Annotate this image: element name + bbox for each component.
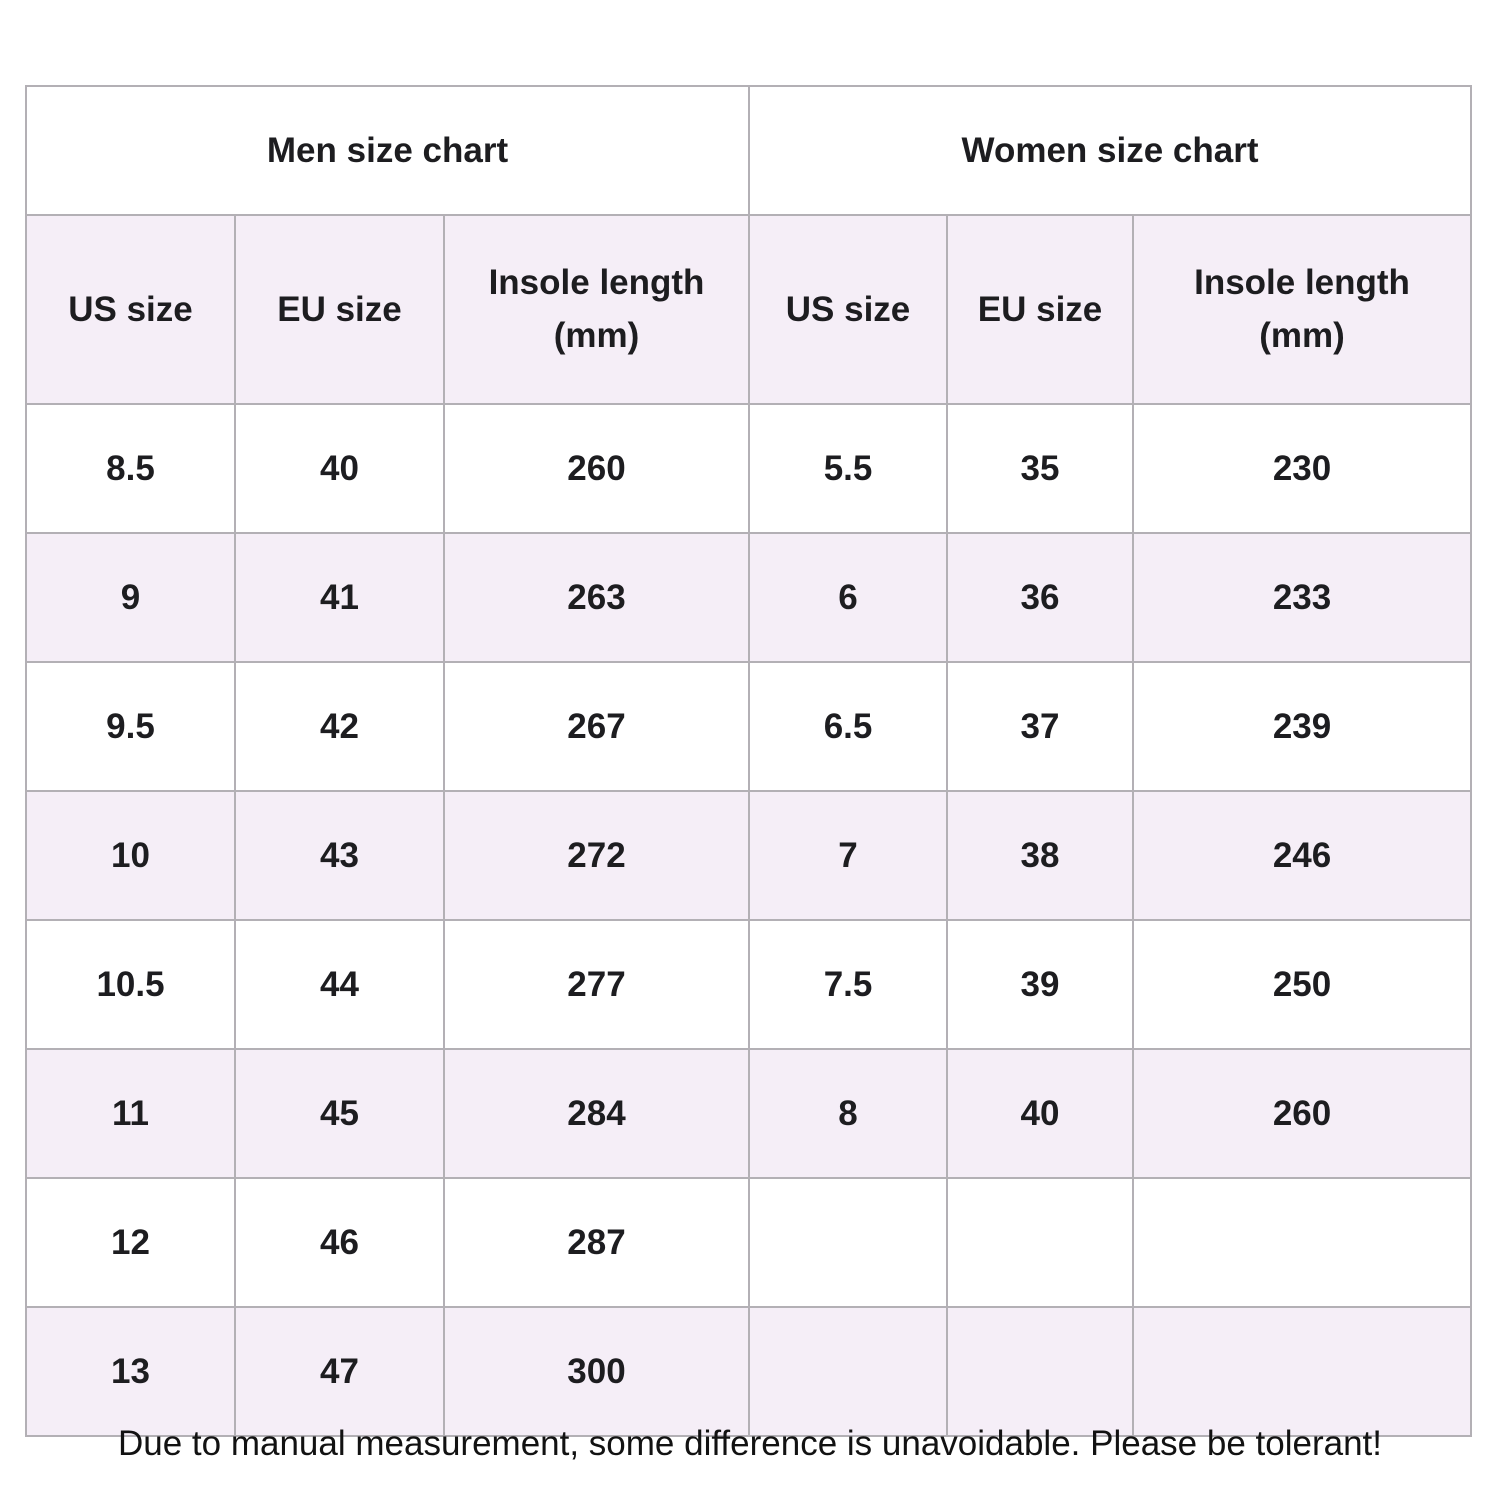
men-insole-cell: 267 <box>444 662 749 791</box>
size-row <box>26 533 1471 662</box>
men-insole-cell: 272 <box>444 791 749 920</box>
women-size-chart-title: Women size chart <box>749 86 1471 215</box>
women-eu-cell <box>947 1307 1133 1436</box>
men-us-cell: 10.5 <box>26 920 235 1049</box>
women-us-cell: 7 <box>749 791 947 920</box>
men-us-cell: 10 <box>26 791 235 920</box>
men-eu-size-header: EU size <box>235 215 444 404</box>
women-insole-cell: 246 <box>1133 791 1471 920</box>
men-insole-length-header-line2: (mm) <box>553 315 640 355</box>
men-insole-length-header <box>444 215 749 404</box>
size-row <box>26 404 1471 533</box>
measurement-note: Due to manual measurement, some difference is unavoidable. Please be tolerant! <box>118 1424 1382 1463</box>
men-us-cell: 9 <box>26 533 235 662</box>
women-insole-length-header <box>1133 215 1471 404</box>
women-eu-cell: 38 <box>947 791 1133 920</box>
men-us-cell: 8.5 <box>26 404 235 533</box>
men-us-cell: 12 <box>26 1178 235 1307</box>
men-eu-cell: 44 <box>235 920 444 1049</box>
women-us-cell: 8 <box>749 1049 947 1178</box>
men-insole-length-header-line1: Insole length <box>488 263 705 302</box>
section-title-row <box>26 86 1471 215</box>
size-row <box>26 920 1471 1049</box>
size-row <box>26 791 1471 920</box>
men-insole-cell: 260 <box>444 404 749 533</box>
men-eu-cell: 43 <box>235 791 444 920</box>
men-eu-cell: 42 <box>235 662 444 791</box>
women-insole-cell <box>1133 1178 1471 1307</box>
women-insole-cell: 233 <box>1133 533 1471 662</box>
women-us-size-header: US size <box>749 215 947 404</box>
women-eu-cell: 36 <box>947 533 1133 662</box>
men-eu-cell: 45 <box>235 1049 444 1178</box>
women-insole-length-header-line1: Insole length <box>1194 263 1410 302</box>
women-insole-cell: 230 <box>1133 404 1471 533</box>
men-size-chart-title: Men size chart <box>26 86 749 215</box>
women-us-cell: 6.5 <box>749 662 947 791</box>
women-insole-cell: 239 <box>1133 662 1471 791</box>
size-row <box>26 1307 1471 1436</box>
women-eu-cell: 37 <box>947 662 1133 791</box>
size-row <box>26 1049 1471 1178</box>
women-eu-cell <box>947 1178 1133 1307</box>
men-us-size-header: US size <box>26 215 235 404</box>
size-row <box>26 1178 1471 1307</box>
column-header-row <box>26 215 1471 404</box>
men-insole-cell: 277 <box>444 920 749 1049</box>
men-us-cell: 13 <box>26 1307 235 1436</box>
women-us-cell: 6 <box>749 533 947 662</box>
men-us-cell: 9.5 <box>26 662 235 791</box>
women-us-cell: 7.5 <box>749 920 947 1049</box>
men-insole-cell: 300 <box>444 1307 749 1436</box>
women-eu-size-header: EU size <box>947 215 1133 404</box>
women-insole-cell <box>1133 1307 1471 1436</box>
women-insole-cell: 260 <box>1133 1049 1471 1178</box>
women-insole-cell: 250 <box>1133 920 1471 1049</box>
women-eu-cell: 35 <box>947 404 1133 533</box>
women-eu-cell: 40 <box>947 1049 1133 1178</box>
men-eu-cell: 47 <box>235 1307 444 1436</box>
men-insole-cell: 284 <box>444 1049 749 1178</box>
men-eu-cell: 46 <box>235 1178 444 1307</box>
women-us-cell <box>749 1307 947 1436</box>
men-us-cell: 11 <box>26 1049 235 1178</box>
women-insole-length-header-line2: (mm) <box>1259 315 1345 355</box>
women-us-cell: 5.5 <box>749 404 947 533</box>
size-row <box>26 662 1471 791</box>
men-insole-cell: 287 <box>444 1178 749 1307</box>
size-chart-table <box>25 85 1472 1437</box>
men-insole-cell: 263 <box>444 533 749 662</box>
men-eu-cell: 40 <box>235 404 444 533</box>
women-us-cell <box>749 1178 947 1307</box>
women-eu-cell: 39 <box>947 920 1133 1049</box>
men-eu-cell: 41 <box>235 533 444 662</box>
